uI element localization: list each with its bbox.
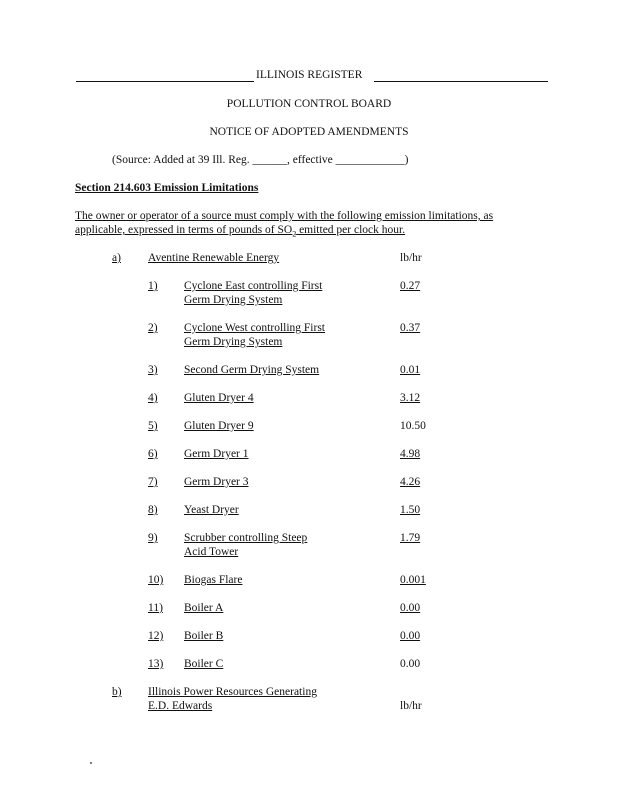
header-rule-left <box>76 81 254 82</box>
item-name: Germ Dryer 1 <box>184 448 249 460</box>
item-number: 10) <box>148 574 164 586</box>
item-number: 2) <box>148 322 158 334</box>
source-a-name: Aventine Renewable Energy <box>148 252 280 264</box>
item-name-cont: Germ Drying System <box>184 336 283 348</box>
item-number: 7) <box>148 476 158 488</box>
item-name: Germ Dryer 3 <box>184 476 249 488</box>
source-b-name: Illinois Power Resources Generating <box>148 686 317 698</box>
source-b-unit: lb/hr <box>400 700 422 712</box>
source-a-label: a) <box>112 252 121 264</box>
intro-text-post: emitted per clock hour. <box>296 224 406 236</box>
item-value: 1.79 <box>400 532 421 544</box>
source-b-name-cont: E.D. Edwards <box>148 700 213 712</box>
item-name: Boiler B <box>184 630 224 642</box>
source-line: (Source: Added at 39 Ill. Reg. ______, effective ____________) <box>112 154 409 166</box>
item-value: 10.50 <box>400 420 426 432</box>
item-name: Boiler A <box>184 602 224 614</box>
item-number: 11) <box>148 602 163 614</box>
page-mark <box>90 762 92 764</box>
item-name: Biogas Flare <box>184 574 243 586</box>
item-value: 0.27 <box>400 280 421 292</box>
item-value: 0.01 <box>400 364 421 376</box>
item-name: Gluten Dryer 9 <box>184 420 254 432</box>
item-value: 0.00 <box>400 658 421 670</box>
item-value: 0.00 <box>400 602 421 614</box>
item-name: Yeast Dryer <box>184 504 239 516</box>
board-title: POLLUTION CONTROL BOARD <box>226 98 392 110</box>
item-number: 4) <box>148 392 158 404</box>
item-value: 0.001 <box>400 574 426 586</box>
item-value: 3.12 <box>400 392 421 404</box>
item-value: 4.26 <box>400 476 421 488</box>
item-name: Cyclone West controlling First <box>184 322 326 334</box>
item-name-cont: Acid Tower <box>184 546 239 558</box>
item-name: Gluten Dryer 4 <box>184 392 254 404</box>
item-name-cont: Germ Drying System <box>184 294 283 306</box>
item-value: 1.50 <box>400 504 421 516</box>
source-b-label: b) <box>112 686 122 698</box>
item-number: 5) <box>148 420 158 432</box>
item-number: 1) <box>148 280 158 292</box>
intro-text-pre: applicable, expressed in terms of pounds of SO <box>75 224 293 236</box>
item-name: Cyclone East controlling First <box>184 280 323 292</box>
item-value: 0.37 <box>400 322 421 334</box>
register-title: ILLINOIS REGISTER <box>256 69 363 81</box>
header-rule-right <box>374 81 548 82</box>
item-number: 9) <box>148 532 158 544</box>
intro-subscript: 2 <box>292 229 297 239</box>
source-a-unit: lb/hr <box>400 252 422 264</box>
item-value: 4.98 <box>400 448 421 460</box>
item-name: Scrubber controlling Steep <box>184 532 308 544</box>
item-name: Boiler C <box>184 658 224 670</box>
intro-line-1: The owner or operator of a source must comply with the following emission limitations, as <box>75 210 494 222</box>
notice-title: NOTICE OF ADOPTED AMENDMENTS <box>209 126 409 138</box>
item-number: 6) <box>148 448 158 460</box>
item-number: 13) <box>148 658 164 670</box>
section-heading: Section 214.603 Emission Limitations <box>75 182 259 194</box>
item-number: 12) <box>148 630 164 642</box>
item-number: 3) <box>148 364 158 376</box>
intro-line-2 <box>75 223 405 241</box>
item-number: 8) <box>148 504 158 516</box>
item-value: 0.00 <box>400 630 421 642</box>
item-name: Second Germ Drying System <box>184 364 320 376</box>
